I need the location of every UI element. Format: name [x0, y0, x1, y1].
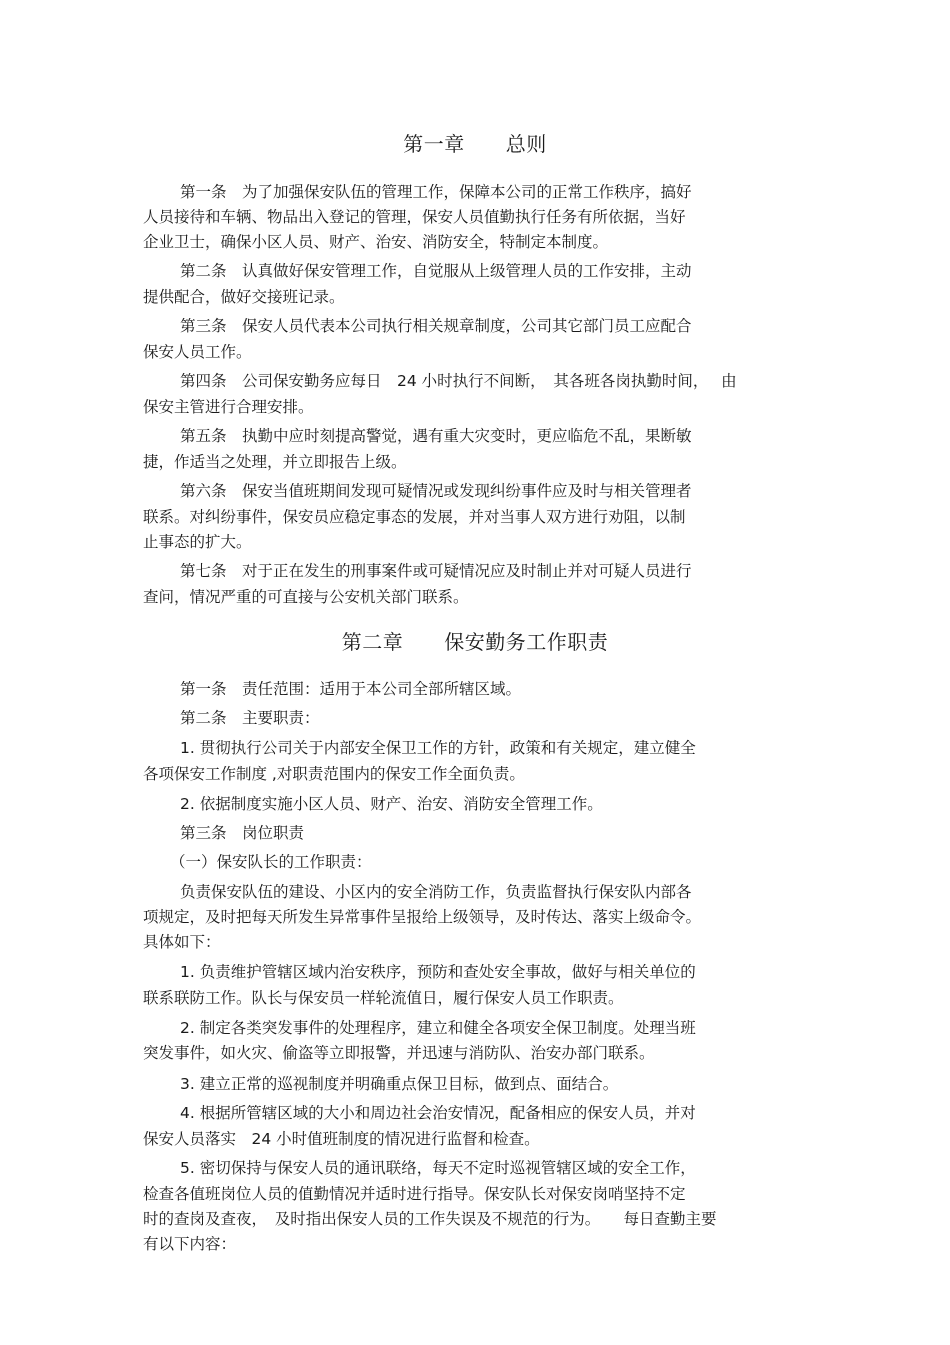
c2-duty-5-line-3: 时的查岗及查夜， 及时指出保安人员的工作失误及不规范的行为。 每日查勤主要: [143, 1210, 717, 1228]
c2-duty-4-line-1: 4. 根据所管辖区域的大小和周边社会治安情况，配备相应的保安人员，并对: [180, 1104, 696, 1122]
c2-article-3: 第三条 岗位职责: [180, 824, 305, 842]
article-5-line-2: 捷，作适当之处理，并立即报告上级。: [143, 453, 407, 471]
c2-duty-2-line-2: 突发事件，如火灾、偷盗等立即报警，并迅速与消防队、治安办部门联系。: [143, 1044, 655, 1062]
chapter-1-title: 第一章 总则: [403, 132, 547, 156]
c2-duty-1-line-1: 1. 负责维护管辖区域内治安秩序，预防和查处安全事故，做好与相关单位的: [180, 963, 696, 981]
c2-para-line-3: 具体如下：: [143, 933, 221, 951]
c2-duty-5-line-2: 检查各值班岗位人员的值勤情况并适时进行指导。保安队长对保安岗哨坚持不定: [143, 1185, 686, 1203]
article-1-line-1: 第一条 为了加强保安队伍的管理工作，保障本公司的正常工作秩序，搞好: [180, 183, 692, 201]
article-2-line-1: 第二条 认真做好保安管理工作，自觉服从上级管理人员的工作安排，主动: [180, 262, 692, 280]
article-1-line-3: 企业卫士，确保小区人员、财产、治安、消防安全，特制定本制度。: [143, 233, 609, 251]
article-5-line-1: 第五条 执勤中应时刻提高警觉，遇有重大灾变时，更应临危不乱，果断敏: [180, 427, 692, 445]
c2-section-1-heading: （一）保安队长的工作职责：: [170, 853, 372, 871]
c2-para-line-2: 项规定，及时把每天所发生异常事件呈报给上级领导，及时传达、落实上级命令。: [143, 908, 702, 926]
c2-duty-3: 3. 建立正常的巡视制度并明确重点保卫目标，做到点、面结合。: [180, 1075, 619, 1093]
article-7-line-1: 第七条 对于正在发生的刑事案件或可疑情况应及时制止并对可疑人员进行: [180, 562, 692, 580]
c2-duty-2-line-1: 2. 制定各类突发事件的处理程序，建立和健全各项安全保卫制度。处理当班: [180, 1019, 696, 1037]
article-7-line-2: 查问，情况严重的可直接与公安机关部门联系。: [143, 588, 469, 606]
c2-duty-5-line-1: 5. 密切保持与保安人员的通讯联络，每天不定时巡视管辖区域的安全工作，: [180, 1159, 696, 1177]
article-3-line-1: 第三条 保安人员代表本公司执行相关规章制度，公司其它部门员工应配合: [180, 317, 692, 335]
article-6-line-1: 第六条 保安当值班期间发现可疑情况或发现纠纷事件应及时与相关管理者: [180, 482, 692, 500]
article-2-line-2: 提供配合，做好交接班记录。: [143, 288, 345, 306]
article-1-line-2: 人员接待和车辆、物品出入登记的管理，保安人员值勤执行任务有所依据，当好: [143, 208, 686, 226]
c2-item-1-line-2: 各项保安工作制度 ,对职责范围内的保安工作全面负责。: [143, 765, 525, 783]
article-6-line-3: 止事态的扩大。: [143, 533, 252, 551]
c2-duty-1-line-2: 联系联防工作。队长与保安员一样轮流值日，履行保安人员工作职责。: [143, 989, 624, 1007]
c2-duty-5-line-4: 有以下内容：: [143, 1235, 237, 1253]
c2-para-line-1: 负责保安队伍的建设、小区内的安全消防工作，负责监督执行保安队内部各: [180, 883, 692, 901]
chapter-2-title: 第二章 保安勤务工作职责: [341, 630, 609, 654]
c2-duty-4-line-2: 保安人员落实 24 小时值班制度的情况进行监督和检查。: [143, 1130, 540, 1148]
c2-item-1-line-1: 1. 贯彻执行公司关于内部安全保卫工作的方针，政策和有关规定，建立健全: [180, 739, 696, 757]
article-6-line-2: 联系。对纠纷事件，保安员应稳定事态的发展，并对当事人双方进行劝阻，以制: [143, 508, 686, 526]
c2-article-1: 第一条 责任范围：适用于本公司全部所辖区域。: [180, 680, 522, 698]
c2-item-2: 2. 依据制度实施小区人员、财产、治安、消防安全管理工作。: [180, 795, 603, 813]
c2-article-2: 第二条 主要职责：: [180, 709, 320, 727]
article-4-line-2: 保安主管进行合理安排。: [143, 398, 314, 416]
article-3-line-2: 保安人员工作。: [143, 343, 252, 361]
article-4-line-1: 第四条 公司保安勤务应每日 24 小时执行不间断， 其各班各岗执勤时间， 由: [180, 372, 737, 390]
